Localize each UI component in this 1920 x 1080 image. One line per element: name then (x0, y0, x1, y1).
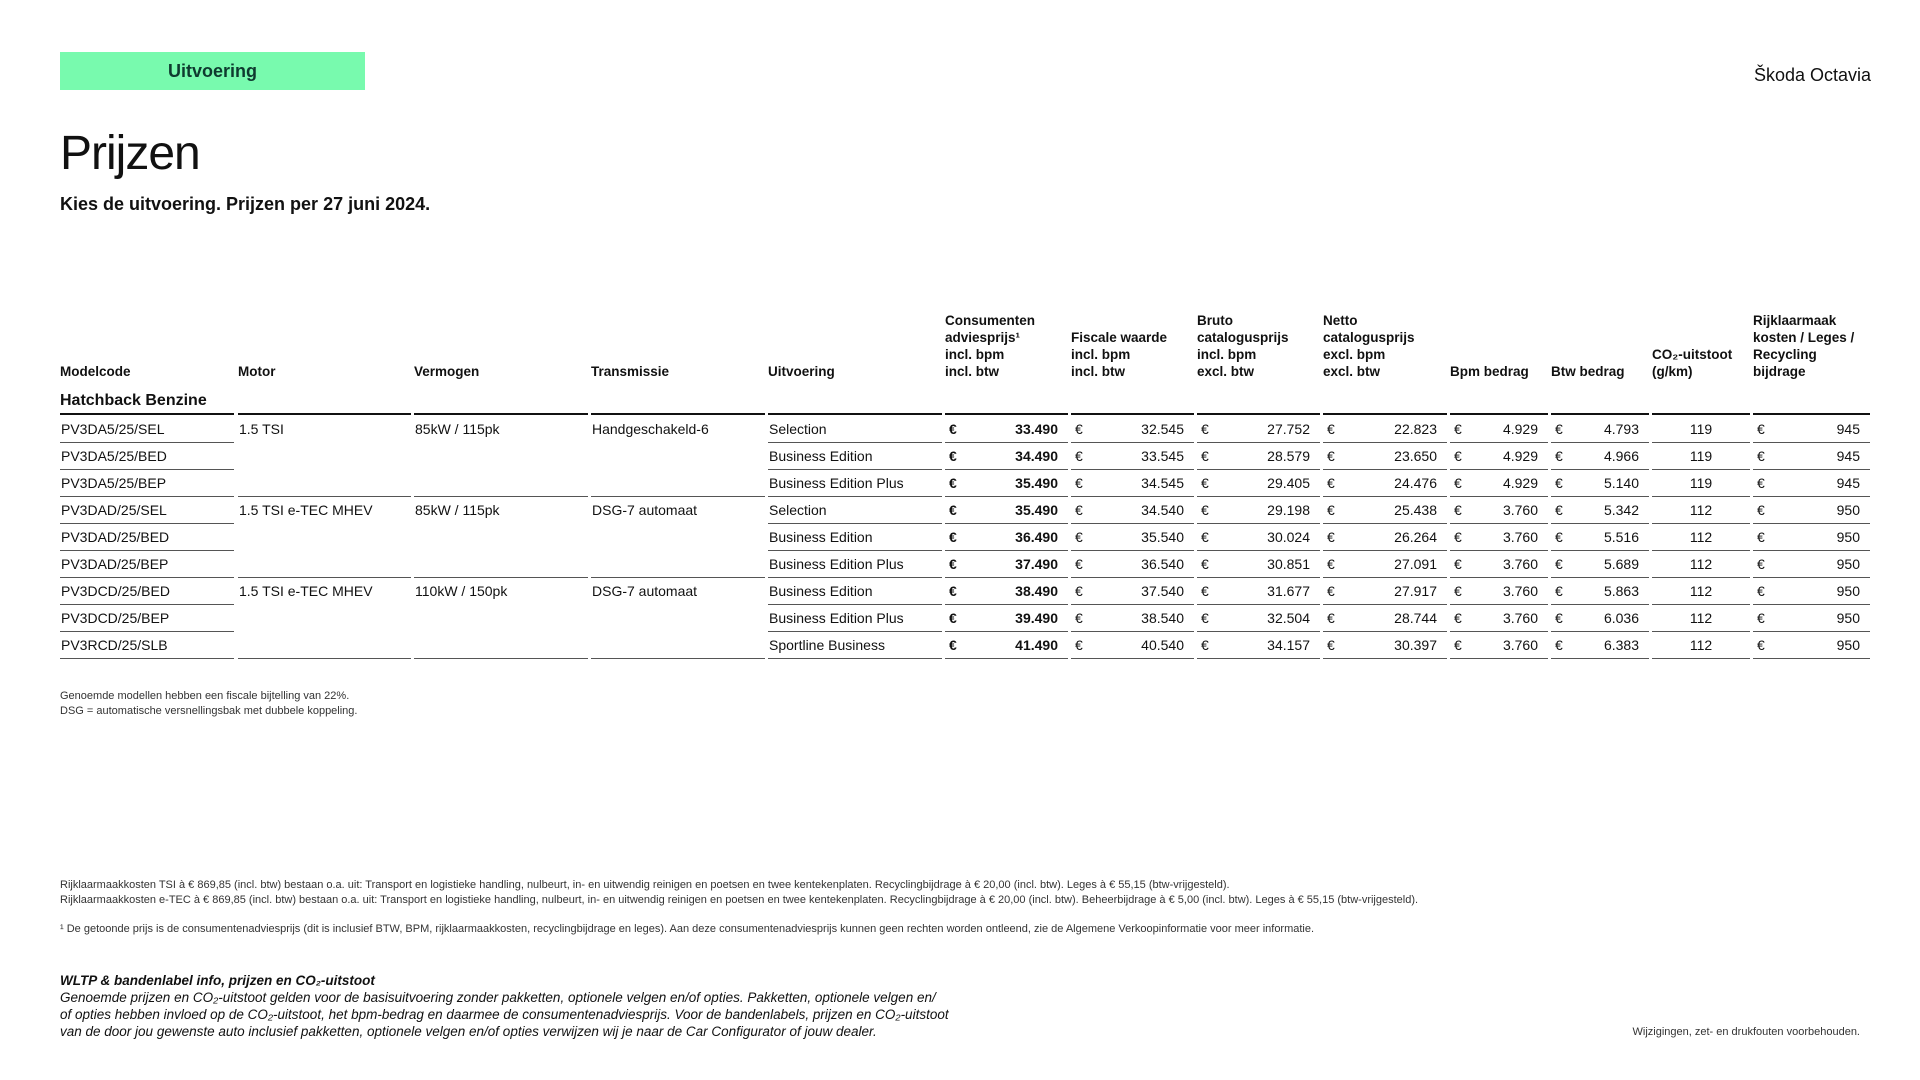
header-rule (1450, 413, 1548, 415)
cell-uitvoering: Business Edition Plus (768, 551, 942, 578)
header-rule (1071, 413, 1194, 415)
cell-transmissie: DSG-7 automaat (592, 583, 698, 599)
cell-bruto: € 29.198 (1197, 497, 1320, 524)
cell-code: PV3DA5/25/SEL (60, 416, 234, 443)
cell-rijklaar: € 945 (1753, 443, 1870, 470)
disclaimer: Wijzigingen, zet- en drukfouten voorbehouden. (1632, 1026, 1860, 1038)
cell-vermogen: 85kW / 115pk (415, 421, 500, 437)
header-fiscale-waarde: Fiscale waarde incl. bpm incl. btw (1071, 330, 1168, 379)
cell-uitvoering: Business Edition Plus (768, 470, 942, 497)
cell-netto: € 28.744 (1323, 605, 1447, 632)
cell-uitvoering: Business Edition (768, 578, 942, 605)
cell-motor (238, 605, 411, 632)
header-motor: Motor (238, 364, 276, 379)
cell-bpm: € 3.760 (1450, 524, 1548, 551)
uitvoering-tab[interactable]: Uitvoering (60, 52, 365, 90)
table-row (60, 443, 1870, 470)
cell-bpm: € 3.760 (1450, 578, 1548, 605)
cell-consumenten: € 33.490 (945, 416, 1068, 443)
cell-btw: € 6.036 (1551, 605, 1649, 632)
cell-rijklaar: € 945 (1753, 470, 1870, 497)
cell-netto: € 27.917 (1323, 578, 1447, 605)
cell-motor (238, 632, 411, 659)
cell-rijklaar: € 950 (1753, 497, 1870, 524)
cell-bpm: € 3.760 (1450, 605, 1548, 632)
cell-consumenten: € 37.490 (945, 551, 1068, 578)
header-btw-bedrag: Btw bedrag (1551, 364, 1625, 379)
header-consumentenadviesprijs: Consumenten adviesprijs¹ incl. bpm incl. btw (945, 313, 1036, 379)
header-rule (1323, 413, 1447, 415)
cell-motor (238, 443, 411, 470)
wltp-heading: WLTP & bandenlabel info, prijzen en CO₂-uitstoot (60, 973, 375, 988)
cell-bpm: € 3.760 (1450, 632, 1548, 659)
header-vermogen: Vermogen (414, 364, 480, 379)
table-row (60, 578, 1870, 605)
cell-rijklaar: € 950 (1753, 524, 1870, 551)
cell-netto: € 25.438 (1323, 497, 1447, 524)
wltp-line: of opties hebben invloed op de CO₂-uitstoot, het bpm-bedrag en daarmee de consumentenadviesprijs. Voor de bandenlabels, prijzen en CO₂-uitstoot (60, 1007, 949, 1022)
cell-bpm: € 3.760 (1450, 551, 1548, 578)
cell-co2: 119 (1652, 416, 1750, 443)
cell-transmissie (591, 470, 765, 497)
cell-bpm: € 4.929 (1450, 416, 1548, 443)
header-rule (1551, 413, 1649, 415)
cell-vermogen (414, 632, 588, 659)
header-rijklaarmaakkosten: Rijklaarmaak kosten / Leges / Recycling bijdrage (1753, 313, 1855, 379)
cell-co2: 119 (1652, 443, 1750, 470)
cell-motor: 1.5 TSI e-TEC MHEV (239, 502, 373, 518)
cell-uitvoering: Sportline Business (768, 632, 942, 659)
wltp-line: van de door jou gewenste auto inclusief pakketten, optionele velgen en/of opties verwijzen wij je naar de Car Configurator of jouw dealer. (60, 1024, 877, 1039)
header-rule (1652, 413, 1750, 415)
cell-code: PV3DAD/25/BEP (60, 551, 234, 578)
cell-co2: 112 (1652, 497, 1750, 524)
cell-rijklaar: € 950 (1753, 578, 1870, 605)
cell-co2: 112 (1652, 524, 1750, 551)
cell-fiscale: € 40.540 (1071, 632, 1194, 659)
header-co2-uitstoot: CO₂-uitstoot (g/km) (1652, 347, 1733, 379)
cell-netto: € 24.476 (1323, 470, 1447, 497)
cell-code: PV3DA5/25/BED (60, 443, 234, 470)
cell-transmissie (591, 605, 765, 632)
table-row (60, 416, 1870, 443)
cell-bruto: € 29.405 (1197, 470, 1320, 497)
cell-bruto: € 28.579 (1197, 443, 1320, 470)
cell-code: PV3DA5/25/BEP (60, 470, 234, 497)
cell-vermogen (414, 443, 588, 470)
cell-fiscale: € 34.540 (1071, 497, 1194, 524)
cell-fiscale: € 37.540 (1071, 578, 1194, 605)
table-row (60, 632, 1870, 659)
cell-btw: € 5.863 (1551, 578, 1649, 605)
footnote: ¹ De getoonde prijs is de consumentenadviesprijs (dit is inclusief BTW, BPM, rijklaarmaakkosten, recyclingbijdrage en leges). Aan deze consumentenadviesprijs kunnen geen rechten worden ontleend, zie de Algemene Verkoopinformatie voor meer informatie. (60, 923, 1315, 935)
cell-transmissie: Handgeschakeld-6 (592, 421, 709, 437)
page-title: Prijzen (60, 127, 200, 180)
header-rule (768, 413, 942, 415)
table-row (60, 605, 1870, 632)
cell-consumenten: € 34.490 (945, 443, 1068, 470)
cell-consumenten: € 35.490 (945, 497, 1068, 524)
table-row (60, 497, 1870, 524)
cell-btw: € 5.689 (1551, 551, 1649, 578)
cell-fiscale: € 34.545 (1071, 470, 1194, 497)
cell-fiscale: € 32.545 (1071, 416, 1194, 443)
cell-vermogen (414, 605, 588, 632)
table-row (60, 524, 1870, 551)
cell-rijklaar: € 950 (1753, 551, 1870, 578)
cell-rijklaar: € 950 (1753, 605, 1870, 632)
cell-bruto: € 30.851 (1197, 551, 1320, 578)
cell-motor: 1.5 TSI e-TEC MHEV (239, 583, 373, 599)
cell-bruto: € 27.752 (1197, 416, 1320, 443)
cell-motor (238, 470, 411, 497)
wltp-info (60, 972, 949, 1040)
cell-transmissie (591, 524, 765, 551)
header-rule (238, 413, 411, 415)
cell-co2: 119 (1652, 470, 1750, 497)
cell-fiscale: € 33.545 (1071, 443, 1194, 470)
cell-netto: € 23.650 (1323, 443, 1447, 470)
header-rule (1197, 413, 1320, 415)
cell-code: PV3DCD/25/BED (60, 578, 234, 605)
header-transmissie: Transmissie (591, 364, 670, 379)
cell-consumenten: € 39.490 (945, 605, 1068, 632)
cell-consumenten: € 35.490 (945, 470, 1068, 497)
cell-code: PV3DAD/25/SEL (60, 497, 234, 524)
cell-netto: € 27.091 (1323, 551, 1447, 578)
cell-consumenten: € 41.490 (945, 632, 1068, 659)
cell-bpm: € 4.929 (1450, 443, 1548, 470)
notes-rijklaarmaakkosten: Rijklaarmaakkosten TSI à € 869,85 (incl. btw) bestaan o.a. uit: Transport en logistieke handling, nulbeurt, in- en uitwendig reinigen en poetsen en twee kentekenplaten. Recyclingbijdrage à € 20,00 (incl. btw). Leges à € 55,15 (btw-vrijgesteld). Rijklaarmaakkosten e-TEC à € 869,85 (incl. btw) bestaan o.a. uit: Transport en logistieke handling, nulbeurt, in- en uitwendig reinigen en poetsen en twee kentekenplaten. Recyclingbijdrage à € 20,00 (incl. btw). Beheerbijdrage à € 5,00 (incl. btw). Leges à € 55,15 (btw-vrijgesteld). (60, 879, 1419, 906)
page-subtitle: Kies de uitvoering. Prijzen per 27 juni 2024. (60, 194, 431, 214)
cell-co2: 112 (1652, 578, 1750, 605)
cell-motor (238, 551, 411, 578)
cell-rijklaar: € 945 (1753, 416, 1870, 443)
cell-code: PV3RCD/25/SLB (60, 632, 234, 659)
cell-uitvoering: Business Edition Plus (768, 605, 942, 632)
header-rule (60, 413, 234, 415)
header-netto-catalogusprijs: Netto catalogusprijs excl. bpm excl. btw (1323, 313, 1415, 379)
cell-transmissie (591, 632, 765, 659)
cell-bpm: € 4.929 (1450, 470, 1548, 497)
cell-uitvoering: Business Edition (768, 524, 942, 551)
header-bpm-bedrag: Bpm bedrag (1450, 364, 1529, 379)
cell-transmissie (591, 551, 765, 578)
cell-btw: € 5.516 (1551, 524, 1649, 551)
notes-top: Genoemde modellen hebben een fiscale bijtelling van 22%. DSG = automatische versnellingsbak met dubbele koppeling. (60, 690, 358, 717)
table-row (60, 551, 1870, 578)
cell-bruto: € 31.677 (1197, 578, 1320, 605)
cell-bruto: € 30.024 (1197, 524, 1320, 551)
cell-bruto: € 34.157 (1197, 632, 1320, 659)
cell-vermogen (414, 551, 588, 578)
cell-motor (238, 524, 411, 551)
cell-vermogen (414, 524, 588, 551)
header-uitvoering: Uitvoering (768, 364, 835, 379)
cell-btw: € 5.342 (1551, 497, 1649, 524)
cell-uitvoering: Business Edition (768, 443, 942, 470)
cell-vermogen: 85kW / 115pk (415, 502, 500, 518)
cell-btw: € 5.140 (1551, 470, 1649, 497)
cell-transmissie (591, 443, 765, 470)
cell-co2: 112 (1652, 605, 1750, 632)
cell-uitvoering: Selection (768, 416, 942, 443)
header-rule (1753, 413, 1870, 415)
header-rule (591, 413, 765, 415)
table-row (60, 470, 1870, 497)
cell-btw: € 4.966 (1551, 443, 1649, 470)
cell-netto: € 22.823 (1323, 416, 1447, 443)
cell-bruto: € 32.504 (1197, 605, 1320, 632)
header-rule (414, 413, 588, 415)
cell-bpm: € 3.760 (1450, 497, 1548, 524)
cell-fiscale: € 36.540 (1071, 551, 1194, 578)
cell-code: PV3DAD/25/BED (60, 524, 234, 551)
cell-netto: € 30.397 (1323, 632, 1447, 659)
cell-vermogen: 110kW / 150pk (415, 583, 508, 599)
cell-vermogen (414, 470, 588, 497)
cell-consumenten: € 36.490 (945, 524, 1068, 551)
cell-uitvoering: Selection (768, 497, 942, 524)
cell-co2: 112 (1652, 632, 1750, 659)
cell-fiscale: € 38.540 (1071, 605, 1194, 632)
cell-co2: 112 (1652, 551, 1750, 578)
cell-fiscale: € 35.540 (1071, 524, 1194, 551)
header-modelcode: Modelcode (60, 364, 131, 379)
header-rule (945, 413, 1068, 415)
cell-transmissie: DSG-7 automaat (592, 502, 698, 518)
cell-consumenten: € 38.490 (945, 578, 1068, 605)
brand-label: Škoda Octavia (1753, 65, 1871, 85)
header-bruto-catalogusprijs: Bruto catalogusprijs incl. bpm excl. btw (1197, 313, 1289, 379)
cell-rijklaar: € 950 (1753, 632, 1870, 659)
wltp-line: Genoemde prijzen en CO₂-uitstoot gelden voor de basisuitvoering zonder pakketten, optionele velgen en/of opties. Pakketten, optionele velgen en/ (60, 990, 936, 1005)
cell-btw: € 6.383 (1551, 632, 1649, 659)
cell-netto: € 26.264 (1323, 524, 1447, 551)
cell-motor: 1.5 TSI (239, 421, 284, 437)
cell-btw: € 4.793 (1551, 416, 1649, 443)
section-hatchback-benzine: Hatchback Benzine (60, 392, 207, 409)
cell-code: PV3DCD/25/BEP (60, 605, 234, 632)
